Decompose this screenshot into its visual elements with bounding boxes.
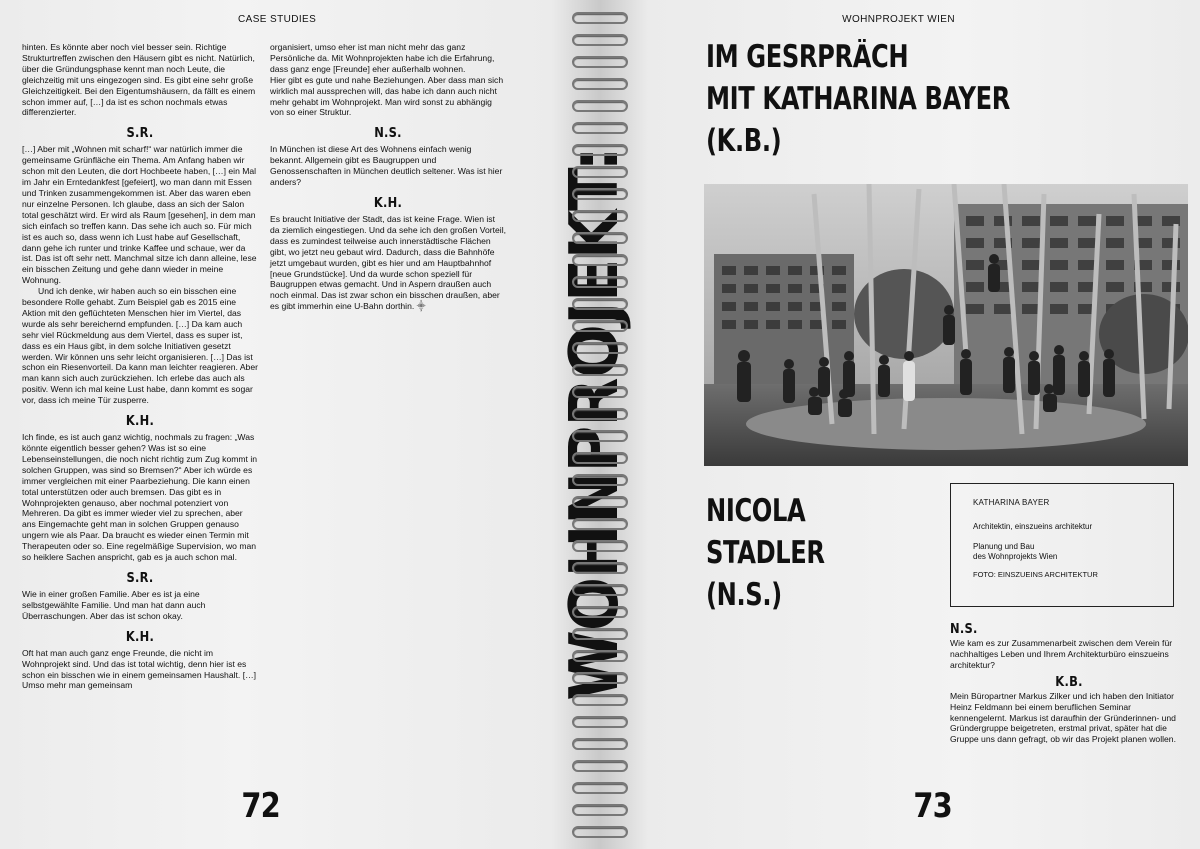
paragraph: hinten. Es könnte aber noch viel besser sein. Richtige Strukturtreffen zwischen den Häusern gibt es nicht. Natürlich, über die Gründungsphase kennt man noch Leute, die gleichzeitig mit uns eingezogen sind. Es gibt eine sehr große Gleichzeitigkeit. Bei den Eigentumshäusern, da fällt es einem schon immer auf, […] da ist es schon nochmals etwas differenzierter. xyxy=(22,42,256,118)
interview-heading xyxy=(706,36,1010,162)
speaker-label: S.R. xyxy=(126,569,154,586)
paragraph: Wie kam es zur Zusammenarbeit zwischen dem Verein für nachhaltiges Leben und Ihrem Architekturbüro einszueins architektur? xyxy=(950,638,1173,670)
heading-line: NICOLA xyxy=(706,493,806,529)
running-head-left: CASE STUDIES xyxy=(238,14,317,25)
caption-name: KATHARINA BAYER xyxy=(973,498,1050,507)
right-page xyxy=(600,0,1200,849)
page-number-right: 73 xyxy=(913,786,952,826)
paragraph: Oft hat man auch ganz enge Freunde, die nicht im Wohnprojekt sind. Und das ist total wichtig, denn hier ist es schon ein bisschen wie in einem gemeinsamen Haushalt. […] Umso mehr man gemeinsam xyxy=(22,647,257,691)
heading-line: MIT KATHARINA BAYER xyxy=(706,81,1011,117)
caption-box xyxy=(950,483,1174,607)
speaker-label: N.S. xyxy=(950,621,978,637)
heading-line: STADLER xyxy=(706,535,825,571)
group-photo-icon xyxy=(704,184,1188,466)
paragraph: Ich finde, es ist auch ganz wichtig, nochmals zu fragen: „Was könnte eigentlich besser gehen? Was ist so eine Lebenseinstellungen, die noch nicht richtig zum Zug kommt in solchen Gruppen, was sind so Bremsen?“ Aber ich würde es immer vergleichen mit einer Paarbeziehung. Die kann einen total unterstützen oder auch bremsen. Das gibt es in Wohnprojekten genauso, aber nochmal potenziert von Mehreren. Da gibt es immer wieder viel zu sprechen, aber ans Eingemachte geht man in solchen Gruppen genauso ungern wie als Paar. Da braucht es wieder einen Termin mit Therapeuten oder so. Eine regelmäßige Supervision, wo man so heiklere Sachen anspricht, gab es ja auch schon mal. xyxy=(22,432,258,563)
heading-line: IM GESRPRÄCH xyxy=(706,39,909,75)
page-number-left: 72 xyxy=(241,786,280,826)
paragraph: organisiert, umso eher ist man nicht mehr das ganz Persönliche da. Mit Wohnprojekten habe ich die Erfahrung, dass ganz enge [Freunde] eher außerhalb wohnen. xyxy=(270,42,495,74)
paragraph: Wie in einer großen Familie. Aber es ist ja eine selbstgewählte Familie. Und man hat dann auch Überraschungen. Aber das ist schon okay. xyxy=(22,588,206,621)
caption-role: Architektin, einszueins architektur xyxy=(973,522,1093,531)
speaker-label: K.H. xyxy=(373,194,403,211)
paragraph: Es braucht Initiative der Stadt, das ist keine Frage. Wien ist da ziemlich eingestiegen. Und da sehe ich den großen Vorteil, dass es zumindest teilweise auch innerstädtische Flächen gibt, wo jetzt neu gebaut wird. Dadurch, dass die Bahnhöfe jetzt umgebaut wurden, gibt es hier und am Hauptbahnhof [neue Grundstücke]. Und da wurde schon speziell für Baugruppen etwas gemacht. Und in Aspern draußen auch noch einmal. Das ist zwar schon ein bisschen draußen, aber es gibt immerhin eine U-Bahn dorthin. ⸎ xyxy=(270,213,506,312)
group-photo xyxy=(704,184,1188,466)
paragraph: Hier gibt es gute und nahe Beziehungen. Aber dass man sich wirklich mal aussprechen will, das habe ich dann auch nicht mehr gehabt im Wohnprojekt. Man wird sonst zu abhängig von so einer Struktur. xyxy=(270,74,504,118)
text-column-1 xyxy=(22,42,258,691)
paragraph: Und ich denke, wir haben auch so ein bisschen eine besondere Rolle gehabt. Zum Beispiel gab es 2015 eine Aktion mit den geflüchteten Menschen hier im Viertel, das wurde als sehr bereichernd empfunden. […] Da kam auch sehr viel Rückmeldung aus dem Viertel, dass es super ist, dass es ein Haus gibt, in dem solche Initiativen gesetzt werden. Wir können uns sehr leicht organisieren. […] Das ist schon ein Riesenvorteil. Da kann man leichter reagieren. Aber man kann sich auch zurückziehen. Ich erlebe das auch als positiv. Wenn ich mal keine Lust habe, dann kommt es sogar vor, dass ich meine Tür zusperre. xyxy=(22,286,258,406)
running-head-right: WOHNPROJEKT WIEN xyxy=(842,14,955,25)
caption-project-line: Planung und Bau xyxy=(973,542,1035,551)
speaker-label: K.H. xyxy=(125,413,155,430)
vertical-title-text: WOHNPROJEKT: xyxy=(556,147,634,701)
speaker-label: S.R. xyxy=(126,125,154,142)
speaker-label: K.B. xyxy=(1055,673,1083,690)
caption-project-line: des Wohnprojekts Wien xyxy=(973,552,1058,561)
paragraph: In München ist diese Art des Wohnens einfach wenig bekannt. Allgemein gibt es Baugruppen und Genossenschaften in München deutlich seltener. Was ist hier anders? xyxy=(270,144,503,188)
speaker-label: N.S. xyxy=(374,125,402,142)
interviewer-heading xyxy=(706,490,825,616)
text-column-2 xyxy=(270,42,506,312)
paragraph: Mein Büropartner Markus Zilker und ich haben den Initiator Heinz Feldmann bei einem beruflichen Seminar kennengelernt. Markus ist daraufhin der Gründerinnen- und Gründergruppe beigetreten, erstmal privat, später hat die Gruppe uns dann gefragt, ob wir das Projekt planen wollen. xyxy=(950,690,1176,745)
paragraph: […] Aber mit „Wohnen mit scharf!“ war natürlich immer die gemeinsame Grünfläche ein Thema. Am Anfang haben wir schon mit den Leuten, die dort Hochbeete haben, […] ein Mal im Jahr ein Erntedankfest [gefeiert], wo man dann mit Essen und Trinken zusammengekommen ist. Aber das waren eben nur einzelne Personen. Ich glaube, dass an sich der Salon total geschätzt wird. Er wird als Raum [gesehen], in dem man sich einfach so treffen kann. Das sehe ich auch so. Für mich ist es auch so, dass wenn ich Lust habe auf Gesellschaft, dann gehe ich runter und trinke Kaffee und schaue, wer da ist. Das ist oft sehr nett. Manchmal sitze ich dann alleine, lese ein bisschen Zeitung und gehe dann wieder in meine Wohnung. xyxy=(22,144,257,286)
speaker-label: K.H. xyxy=(125,628,155,645)
interview-column xyxy=(950,621,1188,745)
heading-line: (N.S.) xyxy=(706,577,782,613)
photo-credit: FOTO: EINSZUEINS ARCHITEKTUR xyxy=(973,570,1098,579)
heading-line: (K.B.) xyxy=(706,123,782,159)
